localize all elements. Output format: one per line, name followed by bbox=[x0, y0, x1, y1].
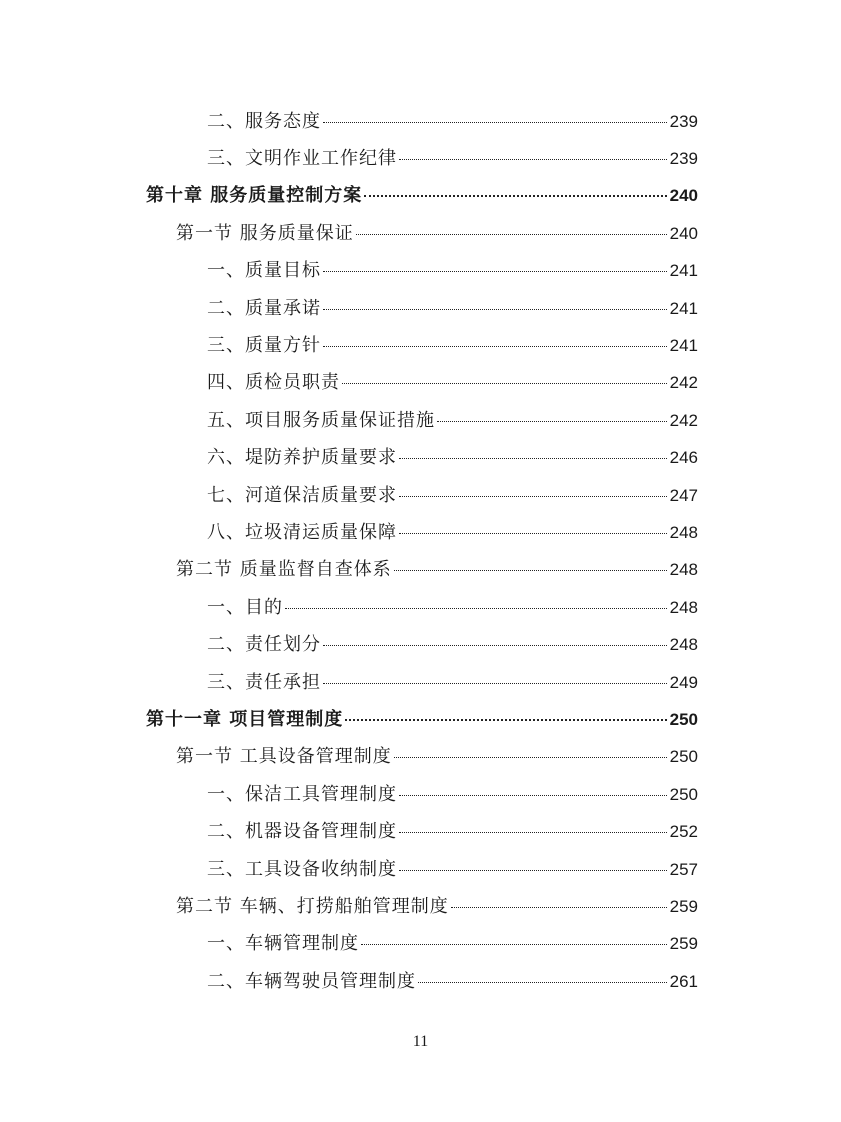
toc-entry-page: 257 bbox=[669, 859, 698, 879]
toc-entry-title: 项目服务质量保证措施 bbox=[245, 409, 435, 431]
toc-item-entry[interactable] bbox=[0, 662, 841, 699]
toc-entry-number: 一、 bbox=[207, 933, 245, 955]
toc-item-entry[interactable] bbox=[0, 924, 841, 961]
toc-entry-title: 目的 bbox=[245, 596, 283, 618]
toc-item-entry[interactable] bbox=[0, 438, 841, 475]
toc-entry-content bbox=[207, 668, 698, 694]
toc-entry-title: 责任划分 bbox=[245, 634, 321, 656]
toc-section-entry[interactable] bbox=[0, 886, 841, 923]
toc-item-entry[interactable] bbox=[0, 512, 841, 549]
toc-entry-page: 248 bbox=[669, 522, 698, 542]
toc-entry-content bbox=[176, 892, 698, 918]
toc-section-entry[interactable] bbox=[0, 213, 841, 250]
toc-entry-number: 一、 bbox=[207, 260, 245, 282]
toc-entry-page: 242 bbox=[669, 373, 698, 393]
toc-entry-page: 250 bbox=[669, 709, 698, 729]
toc-dot-leader bbox=[285, 608, 667, 609]
toc-entry-page: 248 bbox=[669, 635, 698, 655]
toc-entry-content bbox=[146, 181, 698, 207]
toc-dot-leader bbox=[399, 795, 667, 796]
toc-entry-content bbox=[176, 742, 698, 768]
toc-entry-number: 第十章 bbox=[146, 185, 211, 207]
toc-item-entry[interactable] bbox=[0, 138, 841, 175]
toc-entry-content bbox=[207, 481, 698, 507]
toc-entry-content bbox=[207, 593, 698, 619]
toc-dot-leader bbox=[323, 683, 667, 684]
toc-entry-title: 河道保洁质量要求 bbox=[245, 484, 397, 506]
toc-dot-leader bbox=[399, 832, 667, 833]
toc-entry-content bbox=[207, 817, 698, 843]
toc-entry-number: 二、 bbox=[207, 821, 245, 843]
toc-entry-title: 服务态度 bbox=[245, 110, 321, 132]
toc-entry-title: 质检员职责 bbox=[245, 372, 340, 394]
toc-item-entry[interactable] bbox=[0, 849, 841, 886]
toc-item-entry[interactable] bbox=[0, 325, 841, 362]
toc-entry-content bbox=[207, 331, 698, 357]
toc-entry-number: 八、 bbox=[207, 521, 245, 543]
toc-entry-title: 项目管理制度 bbox=[229, 708, 344, 730]
toc-section-entry[interactable] bbox=[0, 550, 841, 587]
toc-item-entry[interactable] bbox=[0, 288, 841, 325]
toc-dot-leader bbox=[437, 421, 667, 422]
toc-entry-page: 250 bbox=[669, 784, 698, 804]
toc-entry-page: 241 bbox=[669, 261, 698, 281]
toc-item-entry[interactable] bbox=[0, 475, 841, 512]
toc-entry-number: 第二节 bbox=[176, 895, 240, 917]
toc-entry-page: 241 bbox=[669, 298, 698, 318]
toc-entry-content bbox=[207, 967, 698, 993]
page-number: 11 bbox=[412, 1033, 429, 1050]
toc-dot-leader bbox=[399, 533, 667, 534]
toc-entry-page: 242 bbox=[669, 410, 698, 430]
toc-entry-content bbox=[176, 555, 698, 581]
toc-entry-number: 二、 bbox=[207, 634, 245, 656]
toc-entry-number: 三、 bbox=[207, 671, 245, 693]
toc-dot-leader bbox=[364, 195, 666, 197]
toc-entry-page: 240 bbox=[669, 223, 698, 243]
toc-dot-leader bbox=[399, 159, 667, 160]
toc-entry-page: 247 bbox=[669, 485, 698, 505]
toc-dot-leader bbox=[323, 122, 667, 123]
toc-entry-content bbox=[207, 294, 698, 320]
toc-entry-page: 259 bbox=[669, 896, 698, 916]
toc-dot-leader bbox=[399, 496, 667, 497]
toc-entry-title: 质量目标 bbox=[245, 260, 321, 282]
toc-entry-number: 四、 bbox=[207, 372, 245, 394]
toc-entry-content bbox=[207, 107, 698, 133]
toc-entry-title: 垃圾清运质量保障 bbox=[245, 521, 397, 543]
toc-entry-number: 第十一章 bbox=[146, 708, 230, 730]
toc-entry-title: 质量承诺 bbox=[245, 297, 321, 319]
toc-dot-leader bbox=[342, 383, 667, 384]
toc-entry-title: 堤防养护质量要求 bbox=[245, 447, 397, 469]
toc-entry-number: 二、 bbox=[207, 110, 245, 132]
toc-entry-title: 文明作业工作纪律 bbox=[245, 148, 397, 170]
toc-entry-page: 259 bbox=[669, 934, 698, 954]
toc-entry-content bbox=[207, 144, 698, 170]
toc-entry-number: 第一节 bbox=[176, 222, 240, 244]
toc-dot-leader bbox=[323, 271, 667, 272]
toc-item-entry[interactable] bbox=[0, 400, 841, 437]
toc-entry-content bbox=[146, 705, 698, 731]
toc-entry-number: 三、 bbox=[207, 148, 245, 170]
toc-entry-content bbox=[176, 219, 698, 245]
toc-dot-leader bbox=[323, 645, 667, 646]
toc-entry-number: 五、 bbox=[207, 409, 245, 431]
toc-entry-page: 246 bbox=[669, 448, 698, 468]
toc-entry-title: 车辆、打捞船舶管理制度 bbox=[239, 895, 449, 917]
toc-item-entry[interactable] bbox=[0, 811, 841, 848]
toc-entry-number: 一、 bbox=[207, 596, 245, 618]
table-of-contents bbox=[0, 101, 841, 998]
toc-entry-content bbox=[207, 368, 698, 394]
toc-entry-page: 250 bbox=[669, 747, 698, 767]
toc-item-entry[interactable] bbox=[0, 101, 841, 138]
toc-entry-content bbox=[207, 518, 698, 544]
toc-entry-title: 工具设备管理制度 bbox=[239, 746, 392, 768]
toc-chapter-entry[interactable] bbox=[0, 176, 841, 213]
toc-item-entry[interactable] bbox=[0, 774, 841, 811]
toc-entry-content bbox=[207, 780, 698, 806]
toc-entry-page: 261 bbox=[669, 971, 698, 991]
toc-item-entry[interactable] bbox=[0, 251, 841, 288]
toc-dot-leader bbox=[323, 346, 667, 347]
toc-dot-leader bbox=[356, 234, 667, 235]
toc-entry-page: 252 bbox=[669, 822, 698, 842]
toc-entry-title: 车辆驾驶员管理制度 bbox=[245, 970, 416, 992]
toc-item-entry[interactable] bbox=[0, 624, 841, 661]
toc-item-entry[interactable] bbox=[0, 961, 841, 998]
toc-entry-number: 三、 bbox=[207, 335, 245, 357]
toc-dot-leader bbox=[451, 907, 667, 908]
toc-entry-page: 241 bbox=[669, 336, 698, 356]
toc-dot-leader bbox=[323, 309, 667, 310]
toc-dot-leader bbox=[345, 719, 666, 721]
toc-entry-title: 服务质量保证 bbox=[239, 222, 354, 244]
toc-entry-content bbox=[207, 855, 698, 881]
toc-entry-page: 239 bbox=[669, 111, 698, 131]
toc-entry-number: 三、 bbox=[207, 858, 245, 880]
toc-entry-title: 工具设备收纳制度 bbox=[245, 858, 397, 880]
toc-entry-content bbox=[207, 929, 698, 955]
toc-entry-page: 240 bbox=[669, 186, 698, 206]
toc-entry-title: 质量监督自查体系 bbox=[239, 559, 392, 581]
toc-entry-number: 一、 bbox=[207, 783, 245, 805]
toc-dot-leader bbox=[399, 458, 667, 459]
toc-entry-title: 责任承担 bbox=[245, 671, 321, 693]
toc-entry-content bbox=[207, 256, 698, 282]
toc-entry-content bbox=[207, 406, 698, 432]
toc-entry-title: 服务质量控制方案 bbox=[210, 185, 363, 207]
toc-entry-number: 二、 bbox=[207, 970, 245, 992]
toc-entry-title: 机器设备管理制度 bbox=[245, 821, 397, 843]
toc-entry-number: 七、 bbox=[207, 484, 245, 506]
toc-entry-title: 保洁工具管理制度 bbox=[245, 783, 397, 805]
toc-entry-page: 248 bbox=[669, 560, 698, 580]
toc-entry-number: 六、 bbox=[207, 447, 245, 469]
toc-entry-number: 第二节 bbox=[176, 559, 240, 581]
toc-dot-leader bbox=[394, 757, 667, 758]
toc-entry-title: 质量方针 bbox=[245, 335, 321, 357]
toc-dot-leader bbox=[399, 870, 667, 871]
toc-dot-leader bbox=[418, 982, 667, 983]
toc-entry-title: 车辆管理制度 bbox=[245, 933, 359, 955]
toc-entry-page: 248 bbox=[669, 597, 698, 617]
toc-entry-content bbox=[207, 630, 698, 656]
toc-dot-leader bbox=[361, 944, 667, 945]
toc-entry-content bbox=[207, 443, 698, 469]
toc-item-entry[interactable] bbox=[0, 587, 841, 624]
toc-entry-page: 249 bbox=[669, 672, 698, 692]
toc-dot-leader bbox=[394, 570, 667, 571]
toc-entry-number: 第一节 bbox=[176, 746, 240, 768]
toc-entry-page: 239 bbox=[669, 149, 698, 169]
toc-entry-number: 二、 bbox=[207, 297, 245, 319]
toc-chapter-entry[interactable] bbox=[0, 699, 841, 736]
toc-item-entry[interactable] bbox=[0, 363, 841, 400]
toc-section-entry[interactable] bbox=[0, 737, 841, 774]
